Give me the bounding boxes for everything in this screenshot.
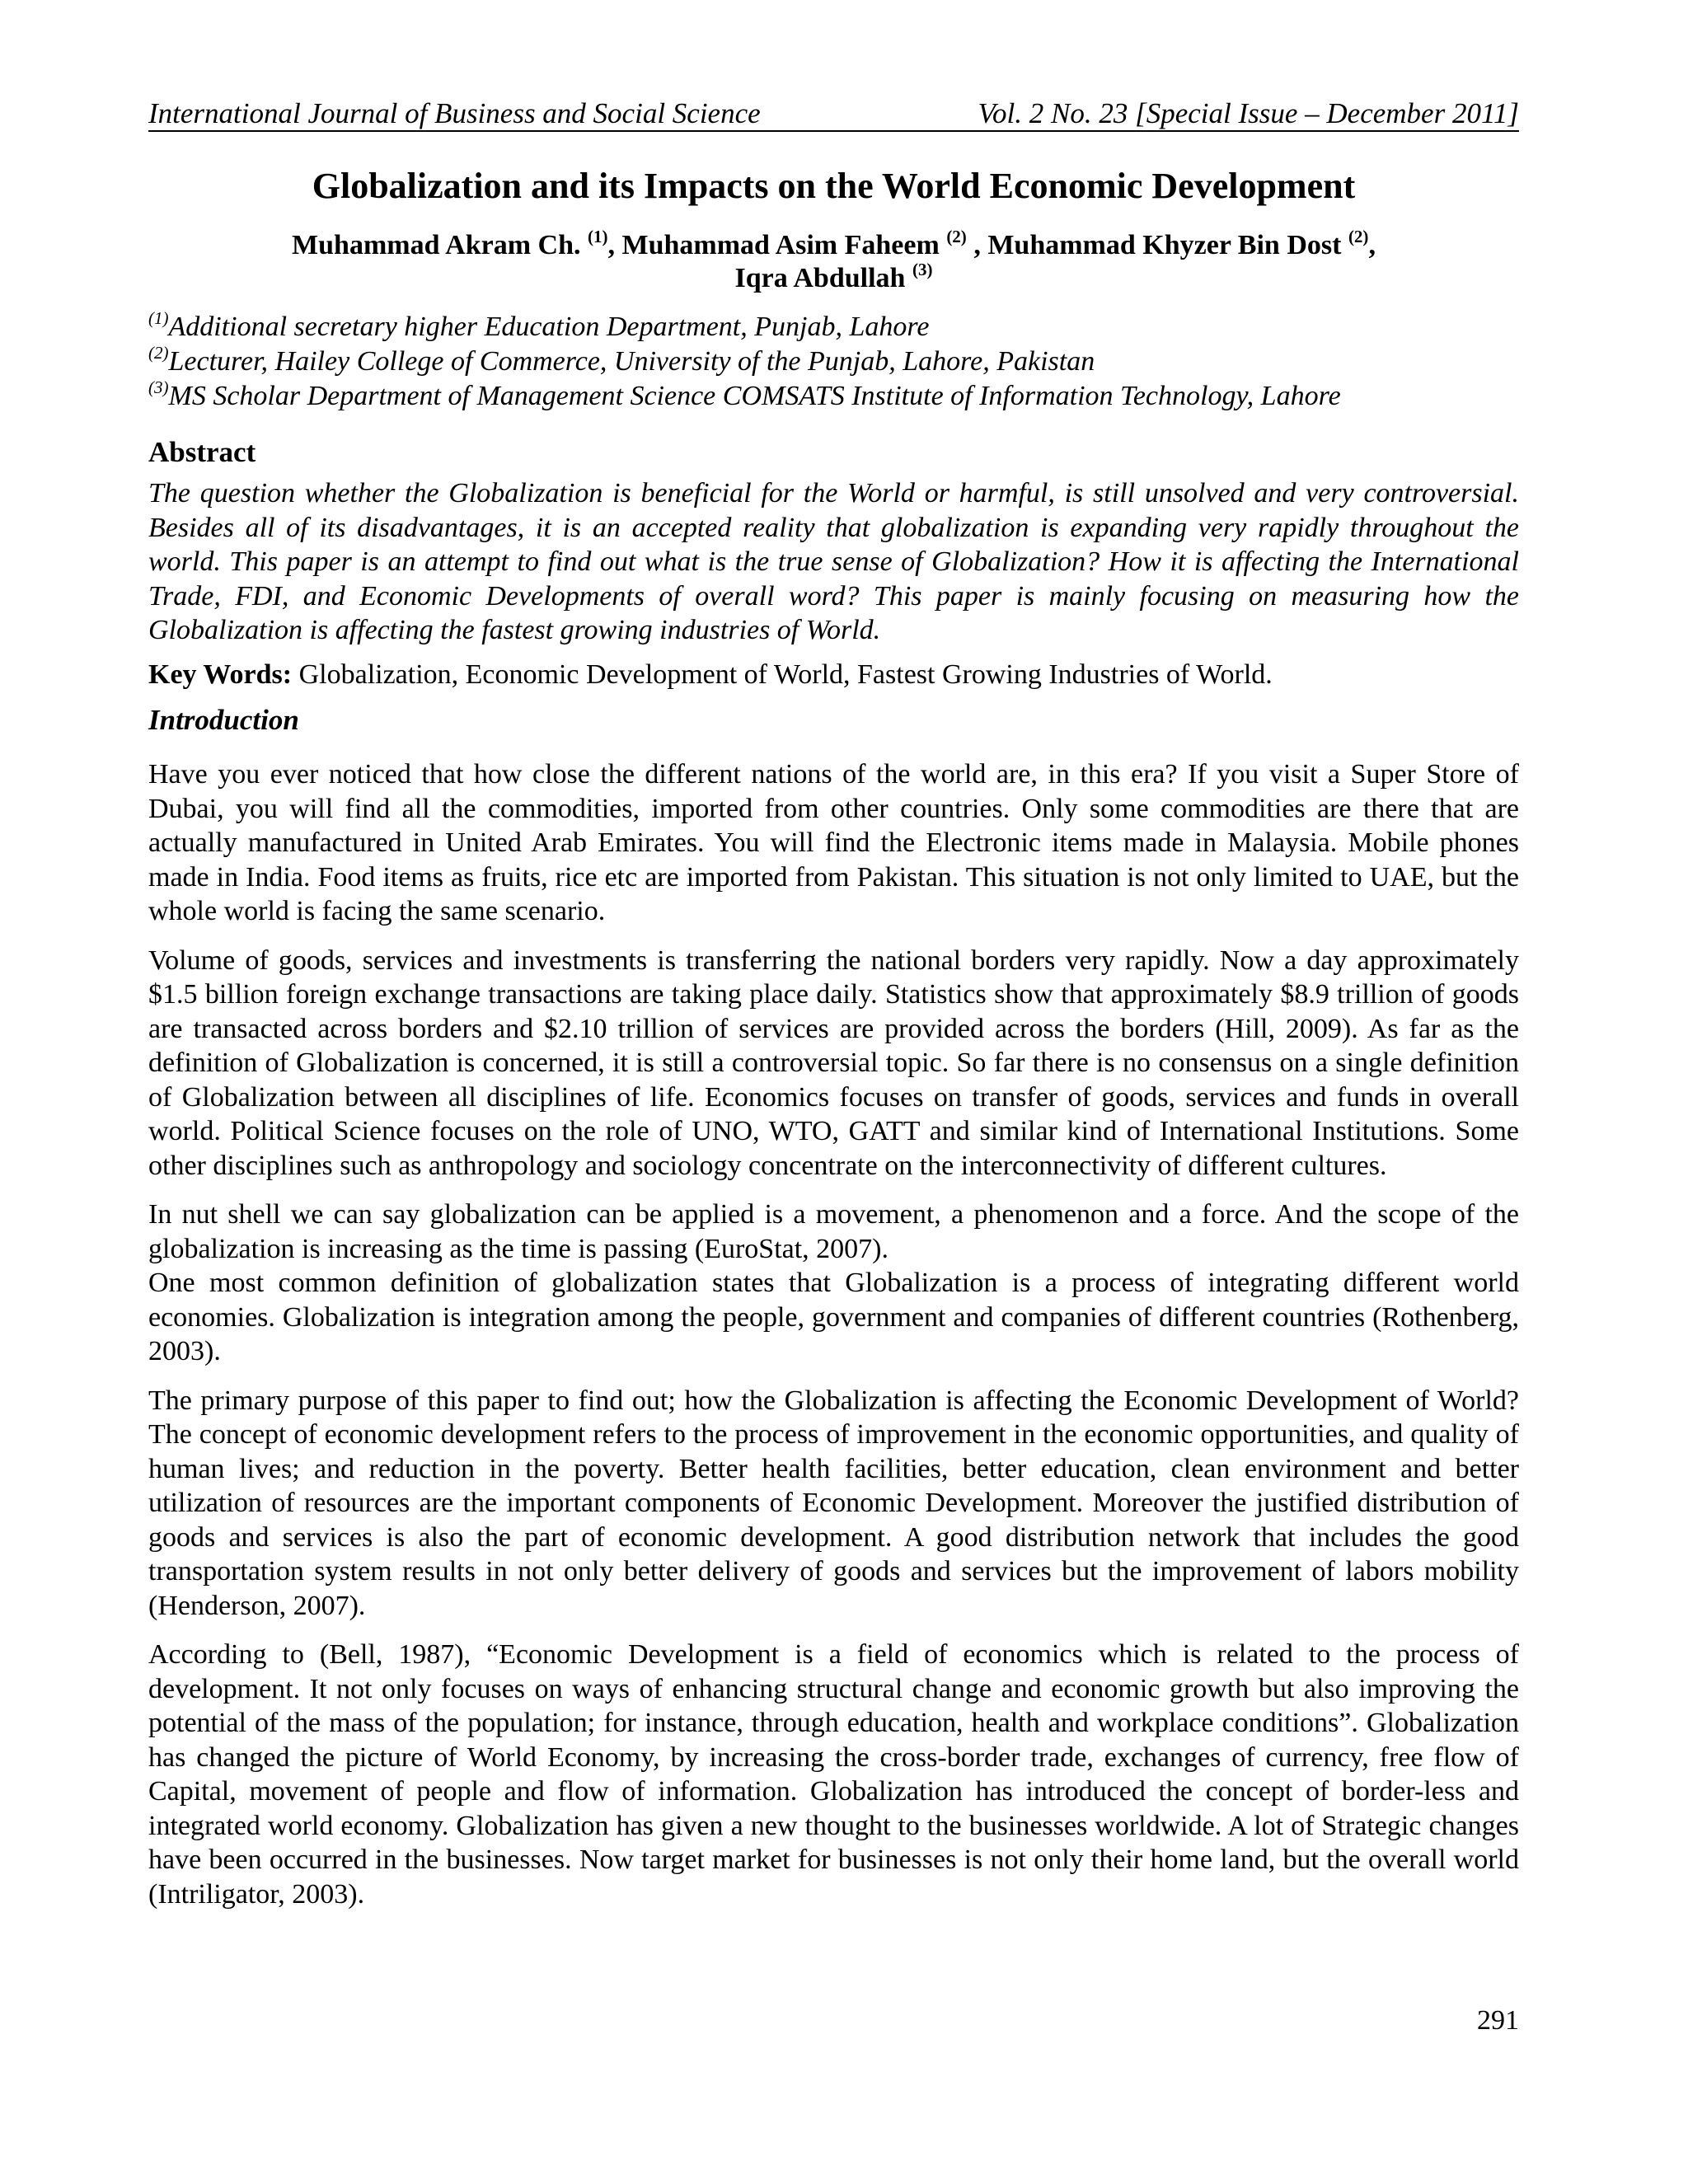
affiliation-text: MS Scholar Department of Management Science COMSATS Institute of Information Technology, Lahore — [168, 381, 1341, 411]
author-mark: (3) — [912, 260, 933, 279]
body-paragraph: In nut shell we can say globalization can be applied is a movement, a phenomenon and a force. And the scope of the globalization is increasing as the time is passing (EuroStat, 2007). — [148, 1199, 1519, 1264]
introduction-heading: Introduction — [148, 704, 299, 736]
author-name: Muhammad Khyzer Bin Dost — [987, 230, 1342, 260]
keywords-text: Globalization, Economic Development of World, Fastest Growing Industries of World. — [292, 658, 1273, 690]
page-number: 291 — [1477, 2005, 1519, 2036]
author-separator: , — [607, 230, 622, 260]
journal-name: International Journal of Business and Social Science — [148, 97, 761, 129]
author-name: Muhammad Asim Faheem — [621, 230, 940, 260]
author-name: Muhammad Akram Ch. — [292, 230, 581, 260]
running-header — [148, 97, 1519, 132]
keywords — [148, 658, 1519, 692]
affiliation-text: Lecturer, Hailey College of Commerce, University of the Punjab, Lahore, Pakistan — [168, 346, 1095, 377]
body-paragraph: Have you ever noticed that how close the different nations of the world are, in this era? If you visit a Super Store of Dubai, you will find all the commodities, imported from other countries. Only some commodities are there that are actually manufactured in United Arab Emirates. You will find the Electronic items made in Malaysia. Mobile phones made in India. Food items as fruits, rice etc are imported from Pakistan. This situation is not only limited to UAE, but the whole world is facing the same scenario. — [148, 759, 1519, 926]
affiliation-mark: (3) — [148, 377, 169, 397]
author-name: Iqra Abdullah — [734, 263, 906, 293]
author-mark: (1) — [587, 227, 608, 246]
affiliation-text: Additional secretary higher Education Department, Punjab, Lahore — [168, 312, 930, 342]
author-separator: , — [1368, 230, 1376, 260]
issue-info: Vol. 2 No. 23 [Special Issue – December 2011] — [978, 97, 1519, 129]
keywords-label: Key Words: — [148, 658, 293, 690]
author-separator: , — [966, 230, 988, 260]
affiliation — [148, 379, 1519, 414]
affiliation — [148, 344, 1519, 379]
body-paragraph: According to (Bell, 1987), “Economic Development is a field of economics which is related to the process of development. It not only focuses on ways of enhancing structural change and economic growth but also improving the potential of the mass of the population; for instance, through education, health and workplace conditions”. Globalization has changed the picture of World Economy, by increasing the cross-border trade, exchanges of currency, free flow of Capital, movement of people and flow of information. Globalization has introduced the concept of border-less and integrated world economy. Globalization has given a new thought to the businesses worldwide. A lot of Strategic changes have been occurred in the businesses. Now target market for businesses is not only their home land, but the overall world (Intriligator, 2003). — [148, 1639, 1519, 1910]
affiliation-mark: (1) — [148, 308, 169, 328]
body-paragraph: The primary purpose of this paper to find out; how the Globalization is affecting the Economic Development of World? The concept of economic development refers to the process of improvement in the economic opportunities, and quality of human lives; and reduction in the poverty. Better health facilities, better education, clean environment and better utilization of resources are the important components of Economic Development. Moreover the justified distribution of goods and services is also the part of economic development. A good distribution network that includes the good transportation system results in not only better delivery of goods and services but the improvement of labors mobility (Henderson, 2007). — [148, 1385, 1519, 1621]
affiliation — [148, 310, 1519, 344]
abstract-text: The question whether the Globalization is beneficial for the World or harmful, is still unsolved and very controversial. Besides all of its disadvantages, it is an accepted reality that globalization is expanding very rapidly throughout the world. This paper is an attempt to find out what is the true sense of Globalization? How it is affecting the International Trade, FDI, and Economic Developments of overall word? This paper is mainly focusing on measuring how the Globalization is affecting the fastest growing industries of World. — [148, 478, 1519, 645]
paper-title: Globalization and its Impacts on the World Economic Development — [312, 166, 1356, 206]
affiliations — [148, 310, 1519, 414]
body-paragraph: Volume of goods, services and investments is transferring the national borders very rapidly. Now a day approximately $1.5 billion foreign exchange transactions are taking place daily. Statistics show that approximately $8.9 trillion of goods are transacted across borders and $2.10 trillion of services are provided across the borders (Hill, 2009). As far as the definition of Globalization is concerned, it is still a controversial topic. So far there is no consensus on a single definition of Globalization between all disciplines of life. Economics focuses on transfer of goods, services and funds in overall world. Political Science focuses on the role of UNO, WTO, GATT and similar kind of International Institutions. Some other disciplines such as anthropology and sociology concentrate on the interconnectivity of different cultures. — [148, 944, 1519, 1181]
affiliation-mark: (2) — [148, 343, 169, 363]
author-mark: (2) — [1348, 227, 1369, 246]
body-paragraph: One most common definition of globalization states that Globalization is a process of integrating different world economies. Globalization is integration among the people, government and companies of different countries (Rothenberg, 2003). — [148, 1268, 1519, 1366]
author-list — [148, 229, 1519, 295]
paper-content — [148, 165, 1519, 1926]
abstract-heading: Abstract — [148, 436, 256, 468]
author-mark: (2) — [946, 227, 967, 246]
